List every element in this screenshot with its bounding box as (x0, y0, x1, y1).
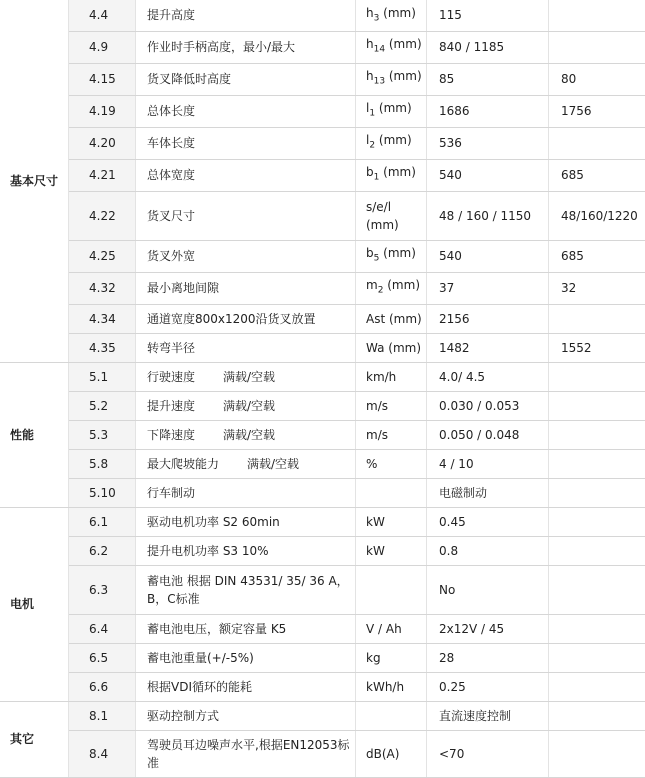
spec-row (0, 0, 645, 31)
item-code: 4.25 (69, 240, 136, 272)
item-value-1: 85 (427, 63, 549, 95)
item-value-1: 115 (427, 0, 549, 31)
item-unit: (mm) (385, 69, 422, 83)
spec-row (0, 449, 645, 478)
item-unit: (mm) (379, 246, 416, 260)
spec-row (0, 391, 645, 420)
item-value-1: 48 / 160 / 1150 (427, 191, 549, 240)
item-description (136, 478, 356, 507)
item-description-text: 通道宽度800x1200沿货叉放置 (147, 312, 316, 326)
item-unit: (mm) (383, 278, 420, 292)
item-description (136, 272, 356, 304)
item-code: 4.9 (69, 31, 136, 63)
item-symbol-text: dB(A) (366, 747, 399, 761)
item-symbol-subscript: 2 (378, 286, 384, 296)
item-value-2 (549, 391, 645, 420)
item-description-text: 蓄电池 根据 DIN 43531/ 35/ 36 A， B，C标准 (147, 574, 349, 606)
item-value-2 (549, 0, 645, 31)
item-description (136, 0, 356, 31)
item-description (136, 507, 356, 536)
item-code: 5.10 (69, 478, 136, 507)
item-value-1: 直流速度控制 (427, 701, 549, 730)
item-symbol (356, 391, 427, 420)
item-description-text: 最小离地间隙 (147, 281, 219, 295)
item-code: 4.35 (69, 333, 136, 362)
item-symbol-subscript: 1 (374, 173, 380, 183)
section-category: 基本尺寸 (0, 0, 69, 362)
item-description (136, 565, 356, 614)
item-symbol (356, 478, 427, 507)
item-symbol (356, 643, 427, 672)
spec-row (0, 240, 645, 272)
item-value-2 (549, 614, 645, 643)
item-symbol-text: V / Ah (366, 622, 402, 636)
item-symbol (356, 507, 427, 536)
item-value-1: No (427, 565, 549, 614)
item-value-2: 1552 (549, 333, 645, 362)
item-description-text: 作业时手柄高度，最小/最大 (147, 40, 295, 54)
item-symbol (356, 536, 427, 565)
item-description (136, 672, 356, 701)
item-value-2: 685 (549, 240, 645, 272)
item-description-text: 行驶速度 (147, 370, 195, 384)
spec-row (0, 478, 645, 507)
item-symbol-text: kWh/h (366, 680, 404, 694)
item-value-1: 840 / 1185 (427, 31, 549, 63)
item-symbol-text: kW (366, 544, 385, 558)
item-symbol (356, 95, 427, 127)
item-symbol-subscript: 3 (374, 13, 380, 23)
item-symbol-subscript: 5 (374, 254, 380, 264)
item-symbol-text: l (366, 133, 369, 147)
item-description-text: 驱动控制方式 (147, 709, 219, 723)
item-symbol-text: h (366, 69, 374, 83)
item-code: 5.2 (69, 391, 136, 420)
spec-row (0, 272, 645, 304)
item-description-text: 蓄电池电压，额定容量 K5 (147, 622, 286, 636)
item-value-1: 540 (427, 240, 549, 272)
item-description-text: 车体长度 (147, 136, 195, 150)
item-value-1: 28 (427, 643, 549, 672)
spec-row (0, 95, 645, 127)
spec-row (0, 420, 645, 449)
item-symbol (356, 304, 427, 333)
item-description (136, 240, 356, 272)
item-description-condition: 满载/空载 (223, 397, 275, 415)
item-value-2: 48/160/1220 (549, 191, 645, 240)
item-value-2: 32 (549, 272, 645, 304)
item-description (136, 536, 356, 565)
item-symbol (356, 127, 427, 159)
item-description-text: 总体长度 (147, 104, 195, 118)
item-value-1: 2156 (427, 304, 549, 333)
spec-row (0, 304, 645, 333)
item-code: 5.3 (69, 420, 136, 449)
item-description-text: 行车制动 (147, 486, 195, 500)
item-description (136, 63, 356, 95)
item-description (136, 449, 356, 478)
item-description (136, 701, 356, 730)
item-description-text: 最大爬坡能力 (147, 457, 219, 471)
item-symbol (356, 565, 427, 614)
item-description-condition: 满载/空载 (223, 368, 275, 386)
section-category: 性能 (0, 362, 69, 507)
item-description (136, 362, 356, 391)
item-symbol-subscript: 14 (374, 45, 385, 55)
item-code: 4.15 (69, 63, 136, 95)
item-description-condition: 满载/空载 (223, 426, 275, 444)
item-description (136, 420, 356, 449)
item-code: 4.4 (69, 0, 136, 31)
item-symbol (356, 31, 427, 63)
item-symbol (356, 191, 427, 240)
item-description-text: 根据VDI循环的能耗 (147, 680, 252, 694)
item-description-text: 驱动电机功率 S2 60min (147, 515, 280, 529)
item-symbol-text: % (366, 457, 377, 471)
item-value-2 (549, 449, 645, 478)
item-description (136, 730, 356, 777)
item-unit: (mm) (385, 37, 422, 51)
item-symbol-text: m (366, 278, 378, 292)
spec-row (0, 191, 645, 240)
item-value-1: 2x12V / 45 (427, 614, 549, 643)
item-symbol (356, 701, 427, 730)
item-symbol (356, 420, 427, 449)
item-description (136, 31, 356, 63)
spec-row (0, 362, 645, 391)
item-value-1: 1482 (427, 333, 549, 362)
item-value-2 (549, 478, 645, 507)
item-symbol-text: b (366, 165, 374, 179)
item-value-2 (549, 507, 645, 536)
item-symbol (356, 333, 427, 362)
item-symbol-text: h (366, 37, 374, 51)
item-description (136, 127, 356, 159)
item-description (136, 304, 356, 333)
item-value-1: 电磁制动 (427, 478, 549, 507)
item-code: 6.6 (69, 672, 136, 701)
item-unit: (mm) (379, 165, 416, 179)
item-value-1: 0.45 (427, 507, 549, 536)
item-value-2: 1756 (549, 95, 645, 127)
item-symbol (356, 272, 427, 304)
item-code: 6.3 (69, 565, 136, 614)
item-code: 6.4 (69, 614, 136, 643)
spec-row (0, 643, 645, 672)
item-symbol-text: Wa (mm) (366, 341, 421, 355)
item-symbol (356, 449, 427, 478)
item-value-2 (549, 672, 645, 701)
item-value-2 (549, 362, 645, 391)
item-value-1: 0.030 / 0.053 (427, 391, 549, 420)
spec-row (0, 159, 645, 191)
item-value-2 (549, 565, 645, 614)
item-symbol (356, 63, 427, 95)
item-description-text: 提升电机功率 S3 10% (147, 544, 269, 558)
item-description-text: 驾驶员耳边噪声水平,根据EN12053标准 (147, 738, 350, 770)
item-symbol-subscript: 13 (374, 77, 385, 87)
item-symbol-text: l (366, 101, 369, 115)
spec-row (0, 63, 645, 95)
item-unit: (mm) (366, 218, 399, 232)
item-symbol (356, 362, 427, 391)
item-code: 4.32 (69, 272, 136, 304)
item-value-2 (549, 31, 645, 63)
item-value-1: 4.0/ 4.5 (427, 362, 549, 391)
item-symbol (356, 614, 427, 643)
item-symbol-text: km/h (366, 370, 396, 384)
item-code: 8.1 (69, 701, 136, 730)
item-code: 5.1 (69, 362, 136, 391)
item-symbol (356, 240, 427, 272)
item-description (136, 95, 356, 127)
item-value-2 (549, 701, 645, 730)
item-code: 4.19 (69, 95, 136, 127)
item-value-1: 37 (427, 272, 549, 304)
item-description-text: 货叉尺寸 (147, 209, 195, 223)
item-symbol-text: h (366, 6, 374, 20)
item-value-1: 540 (427, 159, 549, 191)
item-description-text: 转弯半径 (147, 341, 195, 355)
item-value-2 (549, 304, 645, 333)
item-description (136, 333, 356, 362)
spec-row (0, 333, 645, 362)
item-description (136, 159, 356, 191)
spec-row (0, 614, 645, 643)
item-value-1: 0.25 (427, 672, 549, 701)
item-symbol (356, 730, 427, 777)
item-code: 8.4 (69, 730, 136, 777)
item-description-text: 货叉降低时高度 (147, 72, 231, 86)
spec-row (0, 31, 645, 63)
item-symbol-text: b (366, 246, 374, 260)
item-description-text: 货叉外宽 (147, 249, 195, 263)
item-symbol-subscript: 2 (369, 141, 375, 151)
item-value-1: 4 / 10 (427, 449, 549, 478)
item-unit: (mm) (379, 6, 416, 20)
item-value-1: 1686 (427, 95, 549, 127)
item-description-text: 蓄电池重量(+/-5%) (147, 651, 254, 665)
item-code: 5.8 (69, 449, 136, 478)
item-value-2: 685 (549, 159, 645, 191)
item-symbol-text: s/e/l (366, 200, 391, 214)
item-value-2 (549, 730, 645, 777)
item-value-1: 0.8 (427, 536, 549, 565)
item-description-text: 提升高度 (147, 8, 195, 22)
item-symbol-text: Ast (mm) (366, 312, 422, 326)
item-code: 6.5 (69, 643, 136, 672)
item-code: 4.34 (69, 304, 136, 333)
item-symbol (356, 159, 427, 191)
item-description (136, 614, 356, 643)
item-description (136, 191, 356, 240)
item-value-1: 0.050 / 0.048 (427, 420, 549, 449)
spec-row (0, 701, 645, 730)
item-value-1: 536 (427, 127, 549, 159)
item-description-text: 总体宽度 (147, 168, 195, 182)
section-category: 电机 (0, 507, 69, 701)
item-value-2 (549, 127, 645, 159)
item-symbol-text: kW (366, 515, 385, 529)
item-code: 4.20 (69, 127, 136, 159)
item-value-1: <70 (427, 730, 549, 777)
item-description-text: 下降速度 (147, 428, 195, 442)
spec-row (0, 730, 645, 777)
item-code: 4.22 (69, 191, 136, 240)
item-code: 6.2 (69, 536, 136, 565)
item-symbol-text: m/s (366, 399, 388, 413)
spec-row (0, 507, 645, 536)
section-category: 其它 (0, 701, 69, 777)
spec-row (0, 672, 645, 701)
item-unit: (mm) (375, 133, 412, 147)
item-symbol-text: m/s (366, 428, 388, 442)
item-symbol (356, 0, 427, 31)
spec-row (0, 127, 645, 159)
item-description (136, 643, 356, 672)
item-value-2 (549, 536, 645, 565)
item-value-2 (549, 420, 645, 449)
item-description (136, 391, 356, 420)
item-symbol-subscript: 1 (369, 109, 375, 119)
item-value-2 (549, 643, 645, 672)
item-value-2: 80 (549, 63, 645, 95)
item-description-text: 提升速度 (147, 399, 195, 413)
spec-row (0, 536, 645, 565)
spec-row (0, 565, 645, 614)
item-code: 4.21 (69, 159, 136, 191)
item-description-condition: 满载/空载 (247, 455, 299, 473)
item-unit: (mm) (375, 101, 412, 115)
item-code: 6.1 (69, 507, 136, 536)
item-symbol-text: kg (366, 651, 381, 665)
item-symbol (356, 672, 427, 701)
